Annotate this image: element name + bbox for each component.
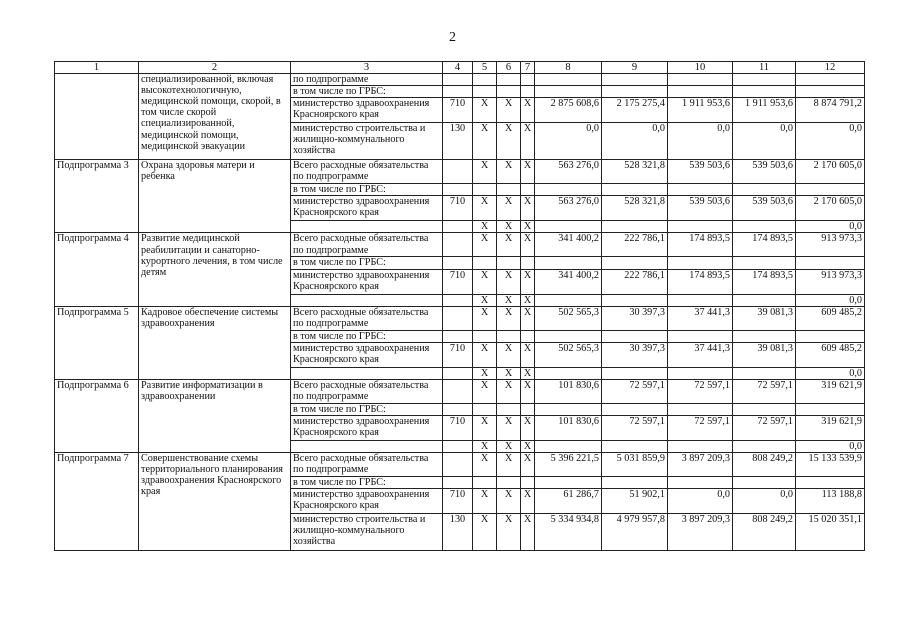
code-cell bbox=[473, 477, 497, 489]
amount-cell: 0,0 bbox=[796, 440, 865, 452]
code-cell: X bbox=[473, 415, 497, 440]
table-row bbox=[55, 306, 865, 330]
code-cell: 130 bbox=[443, 514, 473, 551]
code-cell: X bbox=[497, 440, 521, 452]
amount-cell: 37 441,3 bbox=[668, 342, 733, 367]
amount-cell: 5 031 859,9 bbox=[602, 453, 668, 477]
amount-cell bbox=[668, 184, 733, 196]
code-cell: X bbox=[497, 306, 521, 330]
table-row bbox=[55, 74, 865, 86]
amount-cell: 2 175 275,4 bbox=[602, 98, 668, 123]
code-cell: X bbox=[473, 342, 497, 367]
code-cell: X bbox=[473, 221, 497, 233]
amount-cell bbox=[535, 74, 602, 86]
amount-cell bbox=[796, 184, 865, 196]
column-header: 11 bbox=[733, 62, 796, 74]
amount-cell bbox=[668, 367, 733, 379]
amount-cell bbox=[602, 330, 668, 342]
amount-cell bbox=[535, 184, 602, 196]
code-cell bbox=[443, 86, 473, 98]
code-cell bbox=[521, 330, 535, 342]
code-cell: X bbox=[521, 453, 535, 477]
amount-cell: 913 973,3 bbox=[796, 269, 865, 294]
expense-label: министерство здравоохранения Красноярского края bbox=[291, 98, 443, 123]
column-header: 4 bbox=[443, 62, 473, 74]
code-cell: 710 bbox=[443, 489, 473, 514]
subprogram-title: специализированной, включая высокотехнологичную, медицинской помощи, скорой, в том числе скорой специализированной, медицинской помощи, медицинской эвакуации bbox=[139, 74, 291, 160]
code-cell bbox=[443, 477, 473, 489]
amount-cell: 5 396 221,5 bbox=[535, 453, 602, 477]
amount-cell: 539 503,6 bbox=[733, 196, 796, 221]
table-row bbox=[55, 453, 865, 477]
code-cell bbox=[497, 86, 521, 98]
amount-cell bbox=[668, 74, 733, 86]
amount-cell bbox=[668, 477, 733, 489]
amount-cell bbox=[602, 257, 668, 269]
code-cell bbox=[443, 453, 473, 477]
column-header: 10 bbox=[668, 62, 733, 74]
code-cell: X bbox=[473, 98, 497, 123]
code-cell: X bbox=[473, 367, 497, 379]
amount-cell: 174 893,5 bbox=[733, 269, 796, 294]
code-cell: X bbox=[521, 415, 535, 440]
code-cell bbox=[521, 74, 535, 86]
code-cell: X bbox=[521, 160, 535, 184]
amount-cell: 609 485,2 bbox=[796, 306, 865, 330]
amount-cell bbox=[733, 477, 796, 489]
amount-cell: 528 321,8 bbox=[602, 196, 668, 221]
amount-cell: 51 902,1 bbox=[602, 489, 668, 514]
code-cell bbox=[497, 330, 521, 342]
code-cell bbox=[497, 74, 521, 86]
amount-cell: 563 276,0 bbox=[535, 160, 602, 184]
amount-cell bbox=[602, 184, 668, 196]
amount-cell bbox=[535, 477, 602, 489]
expense-label: Всего расходные обязательства по подпрограмме bbox=[291, 233, 443, 257]
code-cell bbox=[497, 184, 521, 196]
subprogram-title: Охрана здоровья матери и ребенка bbox=[139, 160, 291, 233]
amount-cell bbox=[733, 367, 796, 379]
code-cell: X bbox=[473, 306, 497, 330]
code-cell: X bbox=[521, 342, 535, 367]
code-cell bbox=[443, 257, 473, 269]
amount-cell bbox=[535, 257, 602, 269]
code-cell bbox=[443, 74, 473, 86]
table-row bbox=[55, 160, 865, 184]
page-number: 2 bbox=[449, 30, 456, 45]
amount-cell: 0,0 bbox=[668, 123, 733, 160]
code-cell: X bbox=[473, 196, 497, 221]
amount-cell: 539 503,6 bbox=[733, 160, 796, 184]
subprogram-code: Подпрограмма 5 bbox=[55, 306, 139, 379]
code-cell: X bbox=[521, 123, 535, 160]
amount-cell: 174 893,5 bbox=[668, 269, 733, 294]
amount-cell bbox=[733, 294, 796, 306]
amount-cell: 72 597,1 bbox=[602, 415, 668, 440]
amount-cell: 808 249,2 bbox=[733, 514, 796, 551]
column-header: 5 bbox=[473, 62, 497, 74]
amount-cell bbox=[668, 440, 733, 452]
amount-cell bbox=[796, 403, 865, 415]
amount-cell: 72 597,1 bbox=[602, 379, 668, 403]
code-cell: X bbox=[521, 514, 535, 551]
amount-cell: 0,0 bbox=[796, 221, 865, 233]
code-cell bbox=[521, 86, 535, 98]
subprogram-code bbox=[55, 74, 139, 160]
code-cell: X bbox=[521, 489, 535, 514]
amount-cell: 563 276,0 bbox=[535, 196, 602, 221]
code-cell: X bbox=[473, 379, 497, 403]
amount-cell bbox=[733, 440, 796, 452]
amount-cell: 3 897 209,3 bbox=[668, 514, 733, 551]
amount-cell bbox=[796, 86, 865, 98]
amount-cell: 5 334 934,8 bbox=[535, 514, 602, 551]
expense-label: в том числе по ГРБС: bbox=[291, 257, 443, 269]
amount-cell: 0,0 bbox=[796, 294, 865, 306]
code-cell: X bbox=[521, 440, 535, 452]
amount-cell: 222 786,1 bbox=[602, 233, 668, 257]
expense-label: министерство здравоохранения Красноярского края bbox=[291, 196, 443, 221]
amount-cell bbox=[733, 257, 796, 269]
column-number-row bbox=[55, 62, 865, 74]
code-cell bbox=[443, 330, 473, 342]
amount-cell: 0,0 bbox=[535, 123, 602, 160]
amount-cell: 1 911 953,6 bbox=[733, 98, 796, 123]
amount-cell bbox=[535, 330, 602, 342]
subprogram-code: Подпрограмма 3 bbox=[55, 160, 139, 233]
code-cell bbox=[443, 440, 473, 452]
amount-cell: 502 565,3 bbox=[535, 342, 602, 367]
code-cell: X bbox=[497, 123, 521, 160]
column-header: 2 bbox=[139, 62, 291, 74]
column-header: 9 bbox=[602, 62, 668, 74]
code-cell: X bbox=[497, 160, 521, 184]
amount-cell: 2 170 605,0 bbox=[796, 196, 865, 221]
code-cell: X bbox=[497, 269, 521, 294]
code-cell: X bbox=[497, 379, 521, 403]
code-cell: X bbox=[473, 440, 497, 452]
code-cell bbox=[443, 221, 473, 233]
amount-cell: 808 249,2 bbox=[733, 453, 796, 477]
subprogram-title: Развитие медицинской реабилитации и санаторно-курортного лечения, в том числе детям bbox=[139, 233, 291, 306]
amount-cell bbox=[733, 330, 796, 342]
amount-cell bbox=[796, 257, 865, 269]
column-header: 6 bbox=[497, 62, 521, 74]
code-cell: X bbox=[497, 196, 521, 221]
code-cell bbox=[443, 160, 473, 184]
amount-cell: 1 911 953,6 bbox=[668, 98, 733, 123]
expense-label: министерство строительства и жилищно-коммунального хозяйства bbox=[291, 514, 443, 551]
amount-cell: 2 170 605,0 bbox=[796, 160, 865, 184]
code-cell bbox=[443, 379, 473, 403]
expense-label: в том числе по ГРБС: bbox=[291, 330, 443, 342]
amount-cell bbox=[602, 74, 668, 86]
amount-cell bbox=[796, 330, 865, 342]
code-cell bbox=[521, 184, 535, 196]
code-cell: X bbox=[521, 367, 535, 379]
amount-cell bbox=[535, 86, 602, 98]
expense-label: министерство здравоохранения Красноярского края bbox=[291, 342, 443, 367]
amount-cell: 30 397,3 bbox=[602, 306, 668, 330]
code-cell: X bbox=[521, 233, 535, 257]
amount-cell: 319 621,9 bbox=[796, 415, 865, 440]
code-cell: 710 bbox=[443, 415, 473, 440]
subprogram-code: Подпрограмма 4 bbox=[55, 233, 139, 306]
code-cell bbox=[473, 74, 497, 86]
amount-cell bbox=[602, 294, 668, 306]
column-header: 8 bbox=[535, 62, 602, 74]
expense-label: в том числе по ГРБС: bbox=[291, 86, 443, 98]
expense-label bbox=[291, 440, 443, 452]
expense-label: в том числе по ГРБС: bbox=[291, 477, 443, 489]
code-cell: X bbox=[521, 294, 535, 306]
expense-label: Всего расходные обязательства по подпрограмме bbox=[291, 379, 443, 403]
amount-cell: 8 874 791,2 bbox=[796, 98, 865, 123]
amount-cell: 61 286,7 bbox=[535, 489, 602, 514]
code-cell bbox=[497, 403, 521, 415]
code-cell: X bbox=[497, 221, 521, 233]
code-cell bbox=[497, 477, 521, 489]
expense-label: в том числе по ГРБС: bbox=[291, 403, 443, 415]
code-cell: X bbox=[497, 98, 521, 123]
amount-cell: 502 565,3 bbox=[535, 306, 602, 330]
amount-cell: 539 503,6 bbox=[668, 160, 733, 184]
amount-cell bbox=[668, 257, 733, 269]
amount-cell: 101 830,6 bbox=[535, 415, 602, 440]
code-cell: X bbox=[497, 489, 521, 514]
code-cell: X bbox=[521, 98, 535, 123]
code-cell bbox=[473, 86, 497, 98]
code-cell bbox=[521, 403, 535, 415]
amount-cell: 222 786,1 bbox=[602, 269, 668, 294]
code-cell bbox=[521, 257, 535, 269]
code-cell: 130 bbox=[443, 123, 473, 160]
amount-cell bbox=[733, 403, 796, 415]
expense-label bbox=[291, 367, 443, 379]
amount-cell: 113 188,8 bbox=[796, 489, 865, 514]
code-cell: X bbox=[521, 379, 535, 403]
amount-cell: 3 897 209,3 bbox=[668, 453, 733, 477]
amount-cell: 30 397,3 bbox=[602, 342, 668, 367]
amount-cell bbox=[535, 403, 602, 415]
expense-label: Всего расходные обязательства по подпрограмме bbox=[291, 306, 443, 330]
amount-cell bbox=[668, 403, 733, 415]
code-cell bbox=[473, 403, 497, 415]
code-cell bbox=[473, 330, 497, 342]
column-header: 1 bbox=[55, 62, 139, 74]
amount-cell: 15 020 351,1 bbox=[796, 514, 865, 551]
subprogram-title: Развитие информатизации в здравоохранении bbox=[139, 379, 291, 452]
amount-cell bbox=[733, 184, 796, 196]
amount-cell bbox=[733, 74, 796, 86]
amount-cell: 2 875 608,6 bbox=[535, 98, 602, 123]
amount-cell bbox=[733, 86, 796, 98]
amount-cell bbox=[602, 403, 668, 415]
amount-cell: 539 503,6 bbox=[668, 196, 733, 221]
amount-cell bbox=[535, 294, 602, 306]
code-cell: X bbox=[497, 342, 521, 367]
expense-label: министерство здравоохранения Красноярского края bbox=[291, 269, 443, 294]
amount-cell: 4 979 957,8 bbox=[602, 514, 668, 551]
amount-cell bbox=[668, 294, 733, 306]
code-cell: X bbox=[473, 453, 497, 477]
code-cell: X bbox=[473, 269, 497, 294]
amount-cell: 341 400,2 bbox=[535, 269, 602, 294]
code-cell bbox=[443, 403, 473, 415]
code-cell bbox=[521, 477, 535, 489]
code-cell: 710 bbox=[443, 342, 473, 367]
amount-cell: 72 597,1 bbox=[733, 379, 796, 403]
amount-cell: 39 081,3 bbox=[733, 306, 796, 330]
amount-cell: 0,0 bbox=[602, 123, 668, 160]
expense-label: по подпрограмме bbox=[291, 74, 443, 86]
code-cell: 710 bbox=[443, 269, 473, 294]
amount-cell bbox=[796, 477, 865, 489]
amount-cell: 609 485,2 bbox=[796, 342, 865, 367]
expense-label: Всего расходные обязательства по подпрограмме bbox=[291, 160, 443, 184]
code-cell: X bbox=[497, 453, 521, 477]
amount-cell bbox=[668, 330, 733, 342]
code-cell: X bbox=[497, 514, 521, 551]
expense-label: министерство строительства и жилищно-коммунального хозяйства bbox=[291, 123, 443, 160]
amount-cell: 0,0 bbox=[796, 123, 865, 160]
amount-cell: 174 893,5 bbox=[733, 233, 796, 257]
subprogram-title: Совершенствование схемы территориального планирования здравоохранения Красноярского края bbox=[139, 453, 291, 551]
amount-cell bbox=[535, 367, 602, 379]
amount-cell bbox=[602, 367, 668, 379]
table-row bbox=[55, 379, 865, 403]
amount-cell: 913 973,3 bbox=[796, 233, 865, 257]
amount-cell: 0,0 bbox=[733, 489, 796, 514]
code-cell: 710 bbox=[443, 98, 473, 123]
code-cell: X bbox=[521, 306, 535, 330]
amount-cell bbox=[535, 440, 602, 452]
code-cell bbox=[473, 257, 497, 269]
expense-label: Всего расходные обязательства по подпрограмме bbox=[291, 453, 443, 477]
code-cell: X bbox=[473, 514, 497, 551]
amount-cell bbox=[602, 86, 668, 98]
amount-cell: 528 321,8 bbox=[602, 160, 668, 184]
expense-label bbox=[291, 221, 443, 233]
code-cell bbox=[443, 367, 473, 379]
amount-cell bbox=[535, 221, 602, 233]
subprogram-code: Подпрограмма 6 bbox=[55, 379, 139, 452]
column-header: 3 bbox=[291, 62, 443, 74]
code-cell: X bbox=[497, 233, 521, 257]
code-cell: X bbox=[473, 294, 497, 306]
expense-label: министерство здравоохранения Красноярского края bbox=[291, 489, 443, 514]
amount-cell bbox=[668, 221, 733, 233]
column-header: 12 bbox=[796, 62, 865, 74]
amount-cell bbox=[733, 221, 796, 233]
amount-cell: 15 133 539,9 bbox=[796, 453, 865, 477]
amount-cell: 341 400,2 bbox=[535, 233, 602, 257]
column-header: 7 bbox=[521, 62, 535, 74]
code-cell: X bbox=[473, 160, 497, 184]
code-cell bbox=[443, 184, 473, 196]
code-cell: X bbox=[473, 233, 497, 257]
amount-cell: 101 830,6 bbox=[535, 379, 602, 403]
code-cell: X bbox=[473, 489, 497, 514]
expense-label bbox=[291, 294, 443, 306]
code-cell: X bbox=[521, 269, 535, 294]
code-cell: X bbox=[521, 196, 535, 221]
code-cell bbox=[497, 257, 521, 269]
code-cell: X bbox=[497, 415, 521, 440]
code-cell bbox=[443, 294, 473, 306]
expense-label: в том числе по ГРБС: bbox=[291, 184, 443, 196]
amount-cell bbox=[602, 477, 668, 489]
amount-cell: 319 621,9 bbox=[796, 379, 865, 403]
amount-cell bbox=[796, 74, 865, 86]
code-cell: X bbox=[473, 123, 497, 160]
amount-cell: 72 597,1 bbox=[733, 415, 796, 440]
subprogram-code: Подпрограмма 7 bbox=[55, 453, 139, 551]
code-cell bbox=[443, 233, 473, 257]
table-row bbox=[55, 233, 865, 257]
code-cell bbox=[473, 184, 497, 196]
code-cell: X bbox=[497, 294, 521, 306]
amount-cell: 72 597,1 bbox=[668, 379, 733, 403]
amount-cell bbox=[602, 221, 668, 233]
code-cell bbox=[443, 306, 473, 330]
amount-cell: 174 893,5 bbox=[668, 233, 733, 257]
budget-table bbox=[54, 61, 865, 551]
amount-cell: 37 441,3 bbox=[668, 306, 733, 330]
amount-cell: 39 081,3 bbox=[733, 342, 796, 367]
amount-cell: 0,0 bbox=[733, 123, 796, 160]
amount-cell: 0,0 bbox=[796, 367, 865, 379]
amount-cell: 0,0 bbox=[668, 489, 733, 514]
amount-cell: 72 597,1 bbox=[668, 415, 733, 440]
code-cell: 710 bbox=[443, 196, 473, 221]
subprogram-title: Кадровое обеспечение системы здравоохранения bbox=[139, 306, 291, 379]
code-cell: X bbox=[521, 221, 535, 233]
expense-label: министерство здравоохранения Красноярского края bbox=[291, 415, 443, 440]
code-cell: X bbox=[497, 367, 521, 379]
amount-cell bbox=[668, 86, 733, 98]
amount-cell bbox=[602, 440, 668, 452]
